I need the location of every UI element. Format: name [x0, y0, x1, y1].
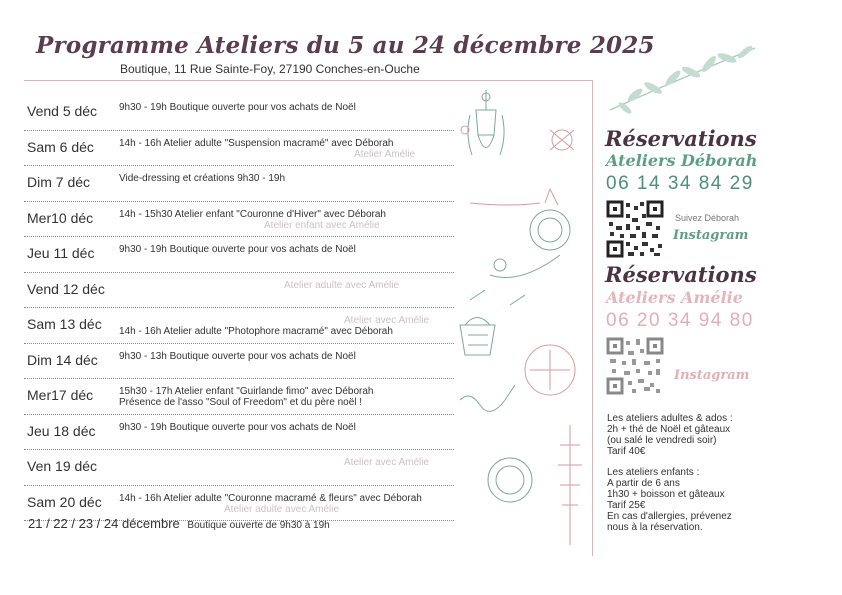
info-line: En cas d'allergies, prévenez [607, 511, 732, 522]
info-line: 2h + thé de Noël et gâteaux [607, 424, 731, 435]
day-label: Sam 13 déc [27, 316, 102, 332]
schedule-row [24, 95, 454, 131]
amelie-subtitle: Ateliers Amélie [606, 288, 743, 307]
final-text: Boutique ouverte de 9h30 à 19h [187, 520, 330, 531]
final-dates-line [28, 516, 330, 531]
amelie-qr-code[interactable] [606, 337, 664, 395]
event-line-faint: Atelier Amélie [354, 148, 416, 160]
page-title: Programme Ateliers du 5 au 24 décembre 2025 [36, 32, 655, 59]
schedule-row [24, 273, 454, 309]
event-line-faint: Atelier avec Amélie [344, 315, 430, 326]
event-line: Vide-dressing et créations 9h30 - 19h [119, 173, 286, 184]
deborah-phone: 06 14 34 84 29 [606, 173, 754, 194]
schedule-row [24, 308, 454, 344]
schedule-row [24, 166, 454, 202]
info-line: A partir de 6 ans [607, 478, 680, 489]
day-label: Mer10 déc [27, 209, 94, 226]
deborah-subtitle: Ateliers Déborah [606, 151, 758, 170]
event-line: 9h30 - 13h Boutique ouverte pour vos achats de Noël [119, 350, 356, 362]
event-line: Présence de l'asso "Soul of Freedom" et du père noël ! [119, 397, 363, 408]
event-line-faint: Atelier adulte avec Amélie [224, 503, 340, 515]
shop-address: Boutique, 11 Rue Sainte-Foy, 27190 Conches-en-Ouche [120, 62, 420, 76]
deborah-follow-label: Suivez Déborah [675, 213, 740, 223]
day-label: Vend 12 déc [27, 280, 105, 297]
deborah-instagram-link[interactable]: Instagram [673, 228, 749, 243]
schedule-row [24, 237, 454, 273]
event-line-faint: Atelier avec Amélie [344, 457, 430, 468]
event-line: 15h30 - 17h Atelier enfant "Guirlande fimo" avec Déborah [119, 386, 374, 397]
deborah-qr-code[interactable] [606, 200, 664, 258]
info-line: Tarif 40€ [607, 446, 646, 457]
event-line: 9h30 - 19h Boutique ouverte pour vos achats de Noël [119, 244, 356, 255]
schedule-row [24, 131, 454, 167]
amelie-phone: 06 20 34 94 80 [606, 310, 754, 331]
schedule-row [24, 344, 454, 380]
info-line: nous à la réservation. [607, 522, 703, 533]
info-line: Tarif 25€ [607, 500, 646, 511]
info-line: Les ateliers adultes & ados : [607, 413, 733, 424]
schedule-row [24, 450, 454, 486]
event-line: 14h - 16h Atelier adulte "Photophore macramé" avec Déborah [119, 326, 393, 337]
info-line: Les ateliers enfants : [607, 467, 700, 478]
day-label: Dim 7 déc [27, 174, 91, 190]
schedule-row [24, 202, 454, 238]
schedule-row [24, 379, 454, 415]
day-label: Sam 20 déc [27, 493, 102, 510]
event-line: 9h30 - 19h Boutique ouverte pour vos achats de Noël [119, 421, 356, 433]
amelie-reservations-title: Réservations [605, 262, 757, 287]
event-line: 9h30 - 19h Boutique ouverte pour vos achats de Noël [119, 102, 356, 113]
day-label: Dim 14 déc [27, 351, 98, 368]
amelie-instagram-link[interactable]: Instagram [674, 368, 750, 383]
event-line-faint: Atelier adulte avec Amélie [284, 279, 400, 291]
day-label: Jeu 11 déc [27, 245, 95, 261]
day-label: Vend 5 déc [27, 103, 98, 119]
children-workshop-info [607, 467, 732, 533]
event-line-faint: Atelier enfant avec Amélie [264, 219, 380, 231]
schedule-row [24, 415, 454, 451]
leaf-branch-decoration [605, 40, 765, 120]
info-line: 1h30 + boisson et gâteaux [607, 489, 725, 500]
day-label: Ven 19 déc [27, 458, 98, 474]
day-label: Jeu 18 déc [27, 422, 96, 439]
day-label: Mer17 déc [27, 387, 94, 403]
event-line: 14h - 15h30 Atelier enfant "Couronne d'Hiver" avec Déborah [119, 208, 386, 220]
info-line: (ou salé le vendredi soir) [607, 435, 717, 446]
deborah-reservations-title: Réservations [605, 126, 757, 151]
adult-workshop-info [607, 413, 733, 457]
schedule-list [24, 95, 454, 521]
final-dates: 21 / 22 / 23 / 24 décembre [28, 516, 180, 531]
event-line: 14h - 16h Atelier adulte "Suspension macramé" avec Déborah [119, 137, 394, 149]
christmas-sketches [450, 85, 595, 555]
day-label: Sam 6 déc [27, 138, 94, 155]
event-line: 14h - 16h Atelier adulte "Couronne macramé & fleurs" avec Déborah [119, 492, 422, 504]
